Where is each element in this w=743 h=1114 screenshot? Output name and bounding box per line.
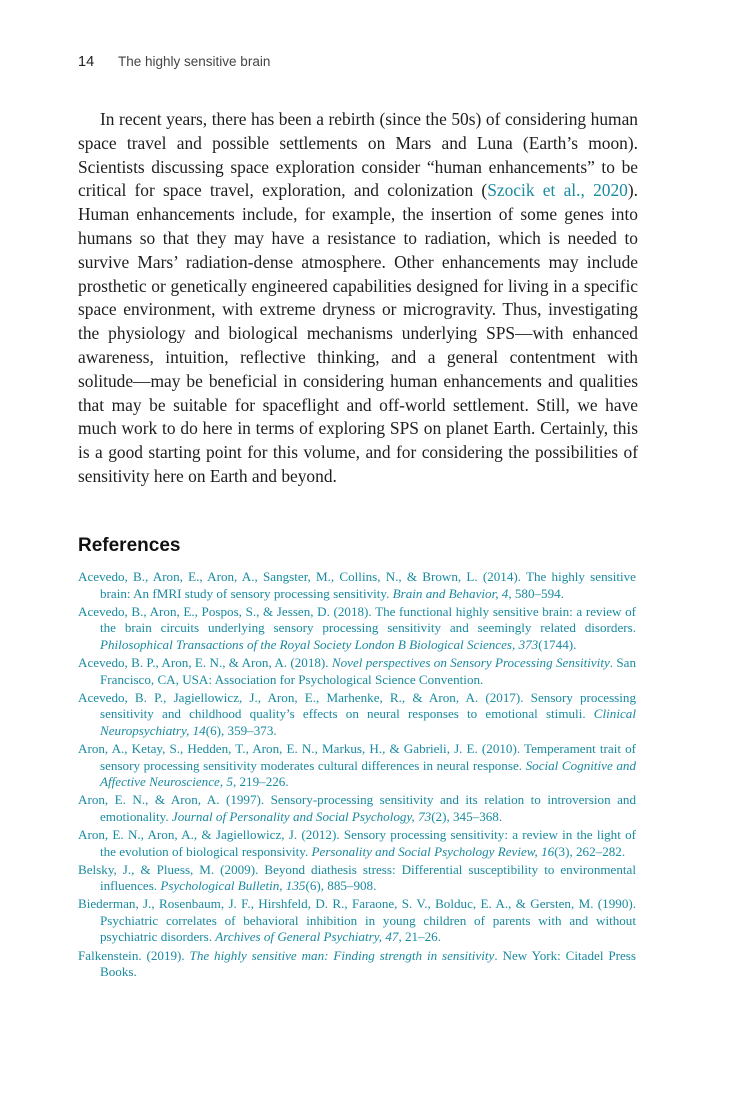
reference-entry[interactable] [78,655,636,688]
citation-link[interactable]: Szocik et al., 2020 [487,180,628,201]
reference-journal: The highly sensitive man: Finding strength in sensitivity [189,947,495,963]
reference-entry[interactable] [78,948,636,981]
reference-journal: Novel perspectives on Sensory Processing Sensitivity [331,654,610,670]
reference-journal: Clinical Neuropsychiatry, 14 [100,706,636,738]
reference-details: , 580–594. [508,585,564,601]
reference-entry[interactable] [78,569,636,602]
reference-details: , 21–26. [398,929,441,945]
reference-text: Falkenstein. (2019). [78,947,190,963]
reference-text: Belsky, J., & Pluess, M. (2009). Beyond diathesis stress: Differential susceptibility to environmental influences. [78,861,636,894]
reference-details: (2), 345–368. [431,808,503,824]
body-paragraph [78,108,638,489]
reference-details: . San Francisco, CA, USA: Association for Psychological Science Convention. [100,654,637,687]
reference-journal: Philosophical Transactions of the Royal Society London B Biological Sciences, 373 [100,636,539,652]
reference-text: Aron, E. N., & Aron, A. (1997). Sensory-processing sensitivity and its relation to introversion and emotionality. [78,792,636,824]
reference-text: Acevedo, B., Aron, E., Aron, A., Sangster, M., Collins, N., & Brown, L. (2014). The highly sensitive brain: An fMRI study of sensory processing sensitivity. [78,569,636,601]
reference-text: Acevedo, B., Aron, E., Pospos, S., & Jessen, D. (2018). The functional highly sensitive brain: a review of the brain circuits underlying sensory processing sensitivity and seemingly related disorders. [78,603,636,636]
reference-journal: Brain and Behavior, 4 [392,585,509,601]
reference-details: (6), 359–373. [205,722,277,738]
reference-journal: Personality and Social Psychology Review, 16 [311,843,555,859]
references-heading: References [78,535,181,556]
paragraph-text-end: ). Human enhancements include, for example, the insertion of some genes into humans so that they may have a resistance to radiation, which is needed to survive Mars’ radiation-dense atmosphere. Other enhancements may include prosthetic or genetically engineered capabilities designed for living in a specific space environment, with extreme dryness or microgravity. Thus, investigating the physiology and biological mechanisms underlying SPS—with enhanced awareness, intuition, reflective thinking, and a general contentment with solitude—may be beneficial in considering human enhancements and qualities that may be suitable for spaceflight and off-world settlement. Still, we have much work to do here in terms of exploring SPS on planet Earth. Certainly, this is a good starting point for this volume, and for considering the possibilities of sensitivity here on Earth and beyond. [78,180,638,486]
reference-entry[interactable] [78,741,636,791]
reference-entry[interactable] [78,792,636,825]
reference-details: . New York: Citadel Press Books. [100,947,636,980]
reference-details: (3), 262–282. [554,843,626,859]
reference-text: Aron, A., Ketay, S., Hedden, T., Aron, E. N., Markus, H., & Gabrieli, J. E. (2010). Temperament trait of sensory processing sensitivity moderates cultural differences in neural response. [78,740,636,773]
running-title: The highly sensitive brain [118,54,271,69]
reference-text: Acevedo, B. P., Aron, E. N., & Aron, A. (2018). [78,654,332,670]
reference-entry[interactable] [78,862,636,895]
reference-entry[interactable] [78,604,636,654]
running-head [78,54,638,74]
reference-journal: Social Cognitive and Affective Neuroscience, 5 [100,757,636,790]
reference-details: (6), 885–908. [305,878,377,894]
reference-entry[interactable] [78,896,636,946]
paragraph-text-start: In recent years, there has been a rebirth (since the 50s) of considering human space travel and possible settlements on Mars and Luna (Earth’s moon). Scientists discussing space exploration consider “human enhancements” to be critical for space travel, exploration, and colonization ( [78,109,638,201]
reference-text: Aron, E. N., Aron, A., & Jagiellowicz, J. (2012). Sensory processing sensitivity: a review in the light of the evolution of biological responsivity. [78,826,636,859]
reference-text: Acevedo, B. P., Jagiellowicz, J., Aron, E., Marhenke, R., & Aron, A. (2017). Sensory processing sensitivity and childhood quality’s effects on neural responses to emotional stimuli. [78,689,636,722]
reference-details: (1744). [538,636,577,652]
reference-details: , 219–226. [232,774,289,790]
reference-journal: Journal of Personality and Social Psychology, 73 [171,808,432,824]
reference-text: Biederman, J., Rosenbaum, J. F., Hirshfeld, D. R., Faraone, S. V., Bolduc, E. A., & Gersten, M. (1990). Psychiatric correlates of behavioral inhibition in young children of parents with and without psychiatric disorders. [78,896,636,945]
reference-entry[interactable] [78,827,636,860]
reference-list [78,569,636,982]
reference-journal: Archives of General Psychiatry, 47 [215,929,399,945]
reference-journal: Psychological Bulletin, 135 [160,878,306,894]
page-number: 14 [78,54,95,70]
reference-entry[interactable] [78,690,636,740]
